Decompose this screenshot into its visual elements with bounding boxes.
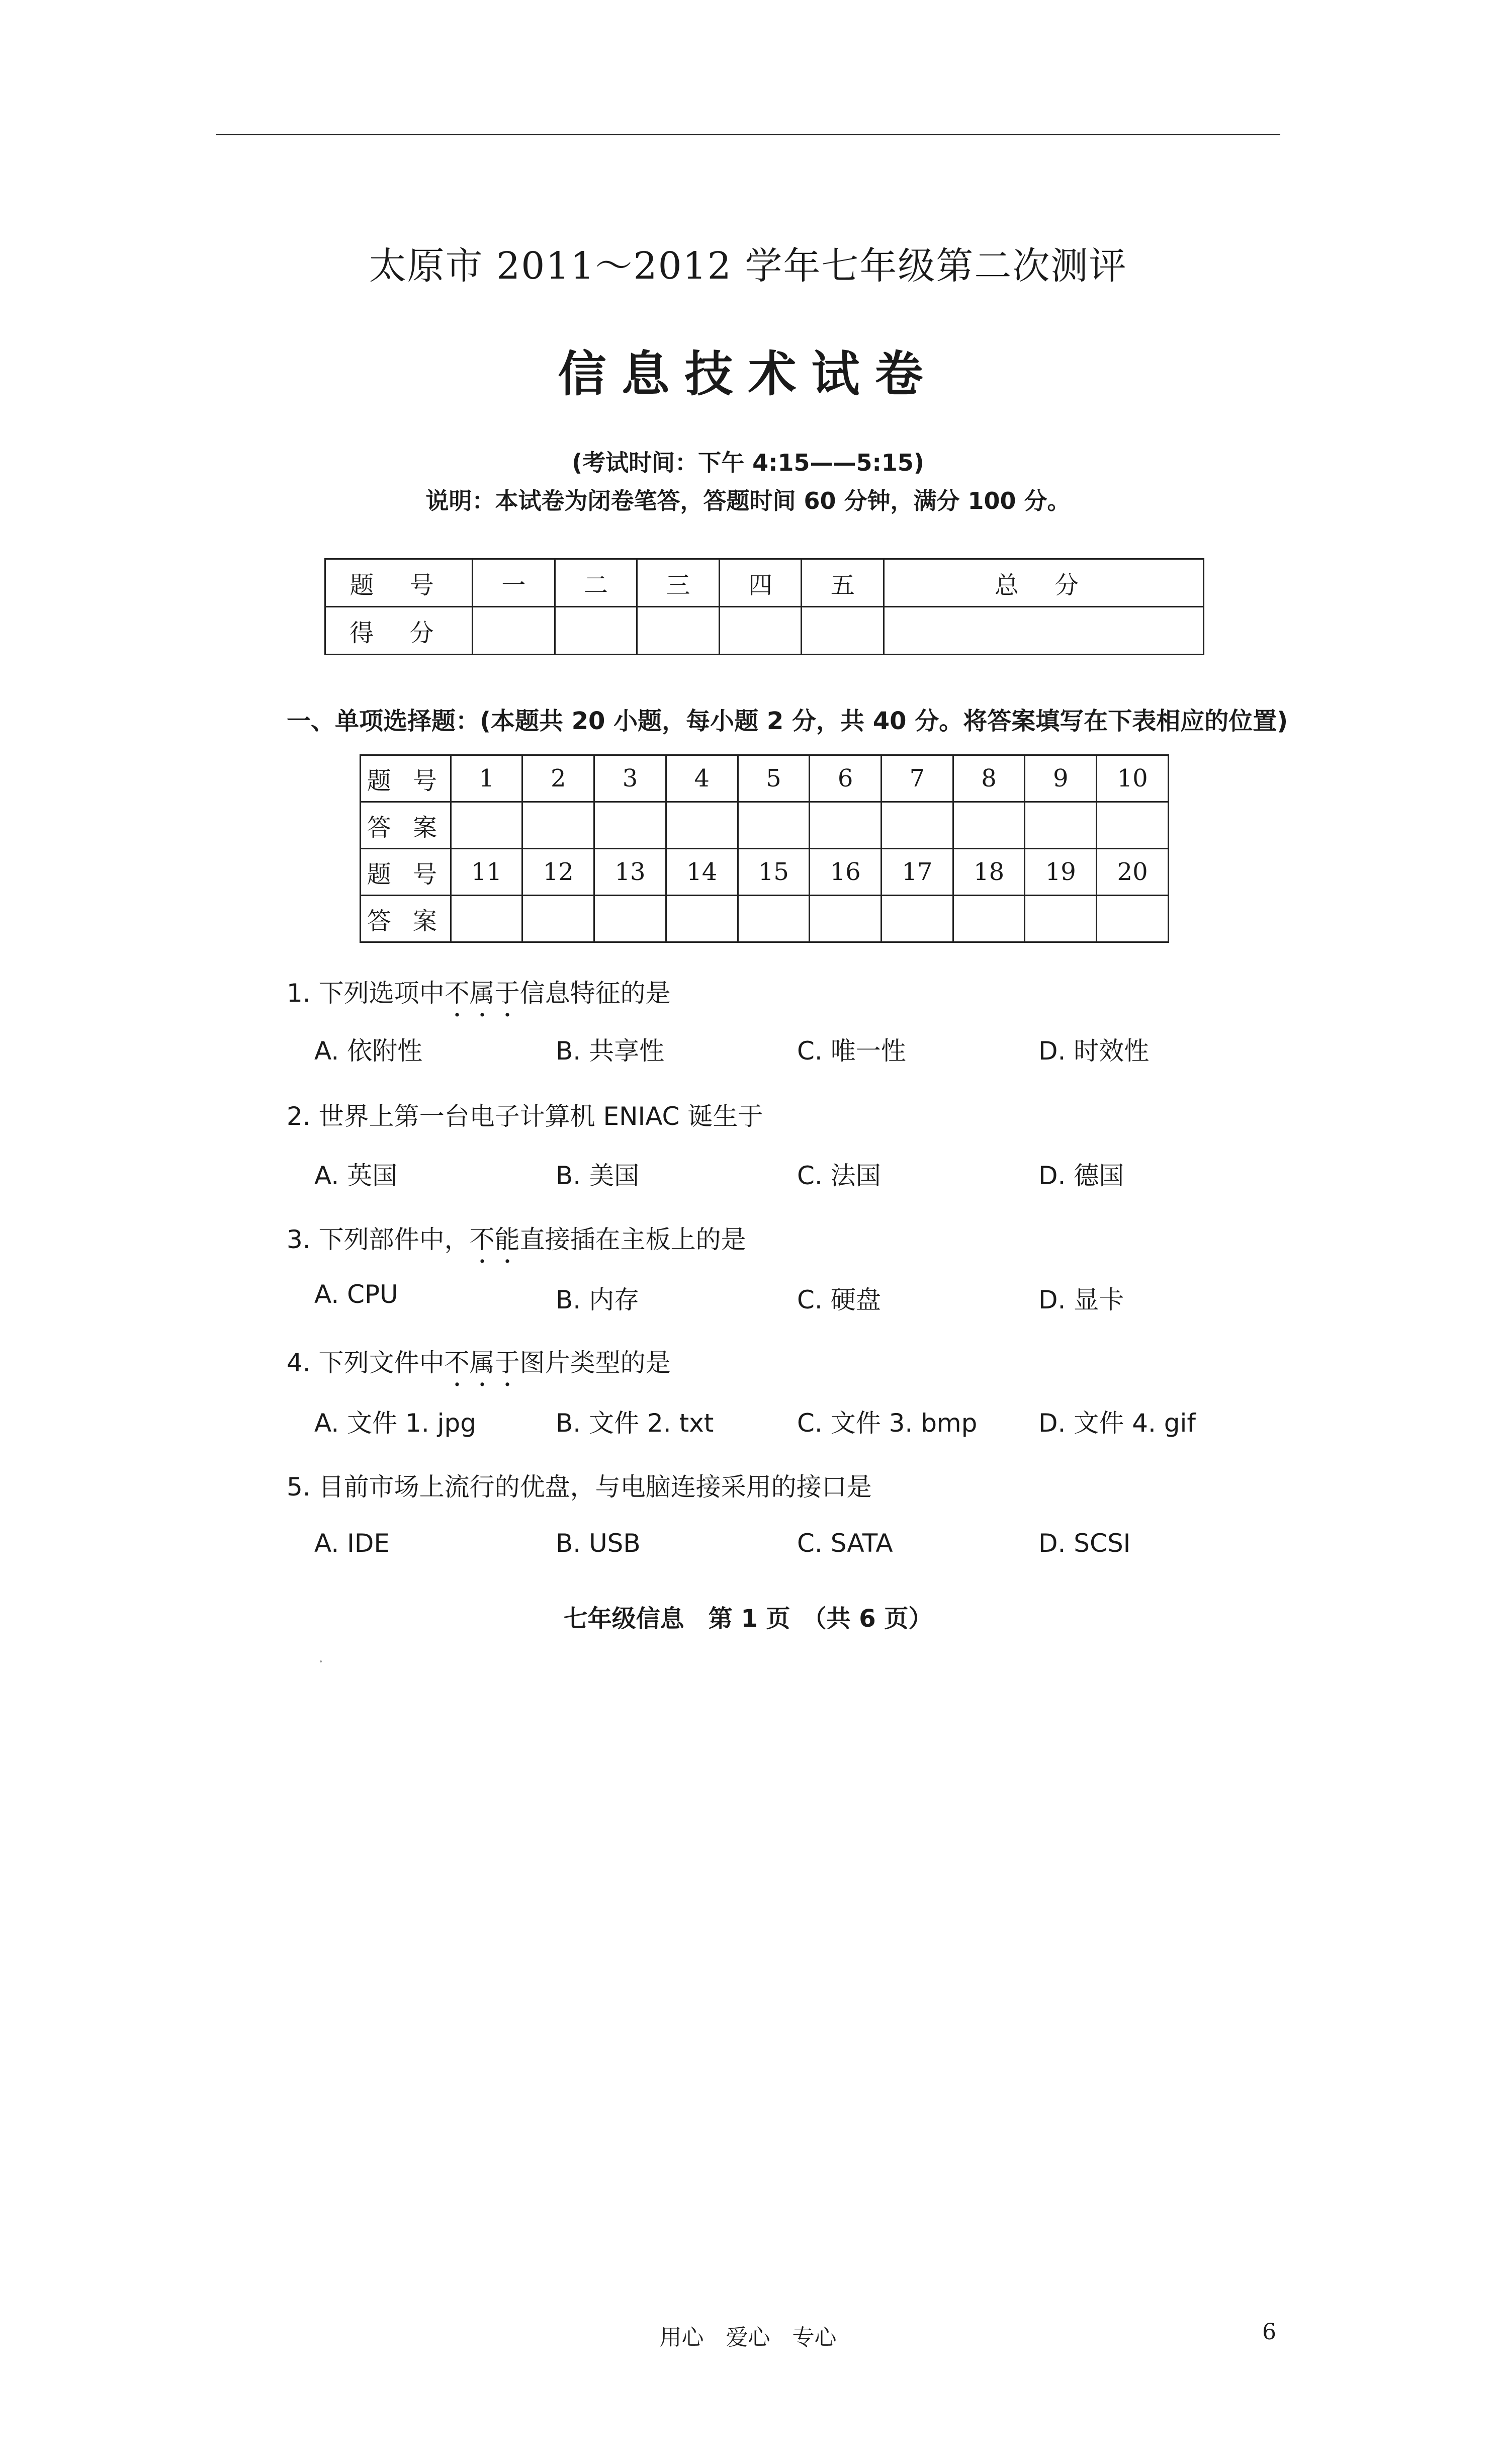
answer-number-row bbox=[361, 755, 1169, 802]
option-d: D. 文件 4. gif bbox=[1038, 1409, 1196, 1438]
page-footer: 七年级信息 第 1 页 （共 6 页） bbox=[563, 1605, 933, 1633]
answer-blank-cell bbox=[738, 802, 810, 849]
option-c: C. SATA bbox=[797, 1529, 893, 1558]
answer-blank-cell bbox=[1025, 802, 1097, 849]
answer-blank-cell bbox=[1097, 802, 1169, 849]
question-5 bbox=[287, 1467, 872, 1503]
option-b: B. 共享性 bbox=[556, 1036, 665, 1066]
exam-note: 说明：本试卷为闭卷笔答，答题时间 60 分钟，满分 100 分。 bbox=[425, 487, 1071, 514]
option-b: B. 文件 2. txt bbox=[556, 1409, 714, 1438]
score-blank-cell bbox=[473, 607, 555, 655]
section-title: 一、单项选择题：(本题共 20 小题，每小题 2 分，共 40 分。将答案填写在下表相应的位置) bbox=[287, 707, 1288, 735]
answer-label: 答 案 bbox=[361, 802, 451, 849]
bottom-footer: 用心 爱心 专心 bbox=[659, 2325, 837, 2350]
question-text: 直接插在主板上的是 bbox=[519, 1225, 746, 1254]
answer-table bbox=[360, 754, 1169, 943]
top-rule bbox=[216, 134, 1280, 135]
option-d: D. 德国 bbox=[1038, 1161, 1124, 1190]
answer-blank-cell bbox=[522, 802, 594, 849]
answer-blank-cell bbox=[810, 802, 882, 849]
question-text: 4. 下列文件中 bbox=[287, 1348, 445, 1377]
answer-blank-cell bbox=[666, 896, 738, 942]
question-emphasis: 不能 bbox=[469, 1225, 520, 1254]
answer-number-cell: 18 bbox=[953, 849, 1025, 896]
answer-number-cell: 3 bbox=[594, 755, 666, 802]
answer-blank-cell bbox=[1025, 896, 1097, 942]
question-emphasis: 不属于 bbox=[444, 1348, 520, 1377]
option-a: A. 依附性 bbox=[314, 1036, 423, 1066]
score-header-cell: 总 分 bbox=[884, 559, 1204, 607]
option-b: B. USB bbox=[556, 1529, 641, 1558]
answer-blank-cell bbox=[1097, 896, 1169, 942]
answer-number-cell: 7 bbox=[882, 755, 953, 802]
score-header-cell: 二 bbox=[555, 559, 637, 607]
question-text: 信息特征的是 bbox=[519, 979, 671, 1008]
exam-time: (考试时间：下午 4:15——5:15) bbox=[572, 449, 924, 476]
question-text: 1. 下列选项中 bbox=[287, 979, 445, 1008]
answer-number-cell: 17 bbox=[882, 849, 953, 896]
answer-number-cell: 1 bbox=[451, 755, 522, 802]
question-text: 3. 下列部件中， bbox=[287, 1225, 470, 1254]
score-table bbox=[324, 558, 1204, 655]
option-d: D. SCSI bbox=[1038, 1529, 1131, 1558]
answer-blank-cell bbox=[882, 896, 953, 942]
option-c: C. 法国 bbox=[797, 1161, 881, 1190]
score-header-cell: 五 bbox=[802, 559, 884, 607]
answer-number-label: 题 号 bbox=[361, 849, 451, 896]
question-text: 5. 目前市场上流行的优盘，与电脑连接采用的接口是 bbox=[287, 1472, 872, 1502]
score-header-cell: 一 bbox=[473, 559, 555, 607]
answer-number-label: 题 号 bbox=[361, 755, 451, 802]
option-d: D. 时效性 bbox=[1038, 1036, 1150, 1066]
answer-number-cell: 5 bbox=[738, 755, 810, 802]
answer-blank-cell bbox=[810, 896, 882, 942]
answer-blank-cell bbox=[451, 896, 522, 942]
answer-number-cell: 13 bbox=[594, 849, 666, 896]
score-table-score-row bbox=[325, 607, 1204, 655]
answer-blank-cell bbox=[953, 896, 1025, 942]
answer-number-cell: 8 bbox=[953, 755, 1025, 802]
answer-blank-cell bbox=[882, 802, 953, 849]
option-a: A. 英国 bbox=[314, 1161, 398, 1190]
answer-number-cell: 4 bbox=[666, 755, 738, 802]
option-c: C. 文件 3. bmp bbox=[797, 1409, 978, 1438]
score-table-header-row bbox=[325, 559, 1204, 607]
option-c: C. 唯一性 bbox=[797, 1036, 906, 1066]
score-blank-cell bbox=[637, 607, 720, 655]
page-number: 6 bbox=[1262, 2319, 1276, 2345]
answer-number-cell: 10 bbox=[1097, 755, 1169, 802]
answer-blank-cell bbox=[594, 802, 666, 849]
score-header-cell: 三 bbox=[637, 559, 720, 607]
answer-number-row bbox=[361, 849, 1169, 896]
answer-blank-row bbox=[361, 802, 1169, 849]
answer-blank-cell bbox=[594, 896, 666, 942]
answer-blank-cell bbox=[738, 896, 810, 942]
answer-number-cell: 11 bbox=[451, 849, 522, 896]
answer-blank-row bbox=[361, 896, 1169, 942]
answer-number-cell: 20 bbox=[1097, 849, 1169, 896]
question-text: 图片类型的是 bbox=[519, 1348, 671, 1377]
question-text: 2. 世界上第一台电子计算机 ENIAC 诞生于 bbox=[287, 1102, 763, 1131]
question-3 bbox=[287, 1219, 746, 1269]
score-blank-cell bbox=[555, 607, 637, 655]
answer-number-cell: 6 bbox=[810, 755, 882, 802]
answer-number-cell: 16 bbox=[810, 849, 882, 896]
option-a: A. CPU bbox=[314, 1280, 398, 1309]
option-b: B. 美国 bbox=[556, 1161, 640, 1190]
question-emphasis: 不属于 bbox=[444, 979, 520, 1008]
score-header-cell: 四 bbox=[719, 559, 802, 607]
option-a: A. IDE bbox=[314, 1529, 390, 1558]
option-a: A. 文件 1. jpg bbox=[314, 1409, 476, 1438]
scan-speck bbox=[320, 1660, 322, 1662]
answer-number-cell: 12 bbox=[522, 849, 594, 896]
answer-blank-cell bbox=[522, 896, 594, 942]
option-b: B. 内存 bbox=[556, 1285, 640, 1314]
answer-number-cell: 19 bbox=[1025, 849, 1097, 896]
answer-label: 答 案 bbox=[361, 896, 451, 942]
score-row-label: 得 分 bbox=[325, 607, 473, 655]
answer-number-cell: 9 bbox=[1025, 755, 1097, 802]
question-2 bbox=[287, 1096, 763, 1132]
answer-number-cell: 14 bbox=[666, 849, 738, 896]
question-1 bbox=[287, 973, 671, 1022]
answer-number-cell: 2 bbox=[522, 755, 594, 802]
question-4 bbox=[287, 1343, 671, 1392]
exam-series: 太原市 2011～2012 学年七年级第二次测评 bbox=[369, 244, 1127, 288]
answer-blank-cell bbox=[666, 802, 738, 849]
exam-title: 信息技术试卷 bbox=[558, 346, 938, 402]
score-blank-cell bbox=[884, 607, 1204, 655]
option-d: D. 显卡 bbox=[1038, 1285, 1124, 1314]
answer-number-cell: 15 bbox=[738, 849, 810, 896]
option-c: C. 硬盘 bbox=[797, 1285, 881, 1314]
score-header-label: 题 号 bbox=[325, 559, 473, 607]
score-blank-cell bbox=[719, 607, 802, 655]
score-blank-cell bbox=[802, 607, 884, 655]
answer-blank-cell bbox=[451, 802, 522, 849]
answer-blank-cell bbox=[953, 802, 1025, 849]
